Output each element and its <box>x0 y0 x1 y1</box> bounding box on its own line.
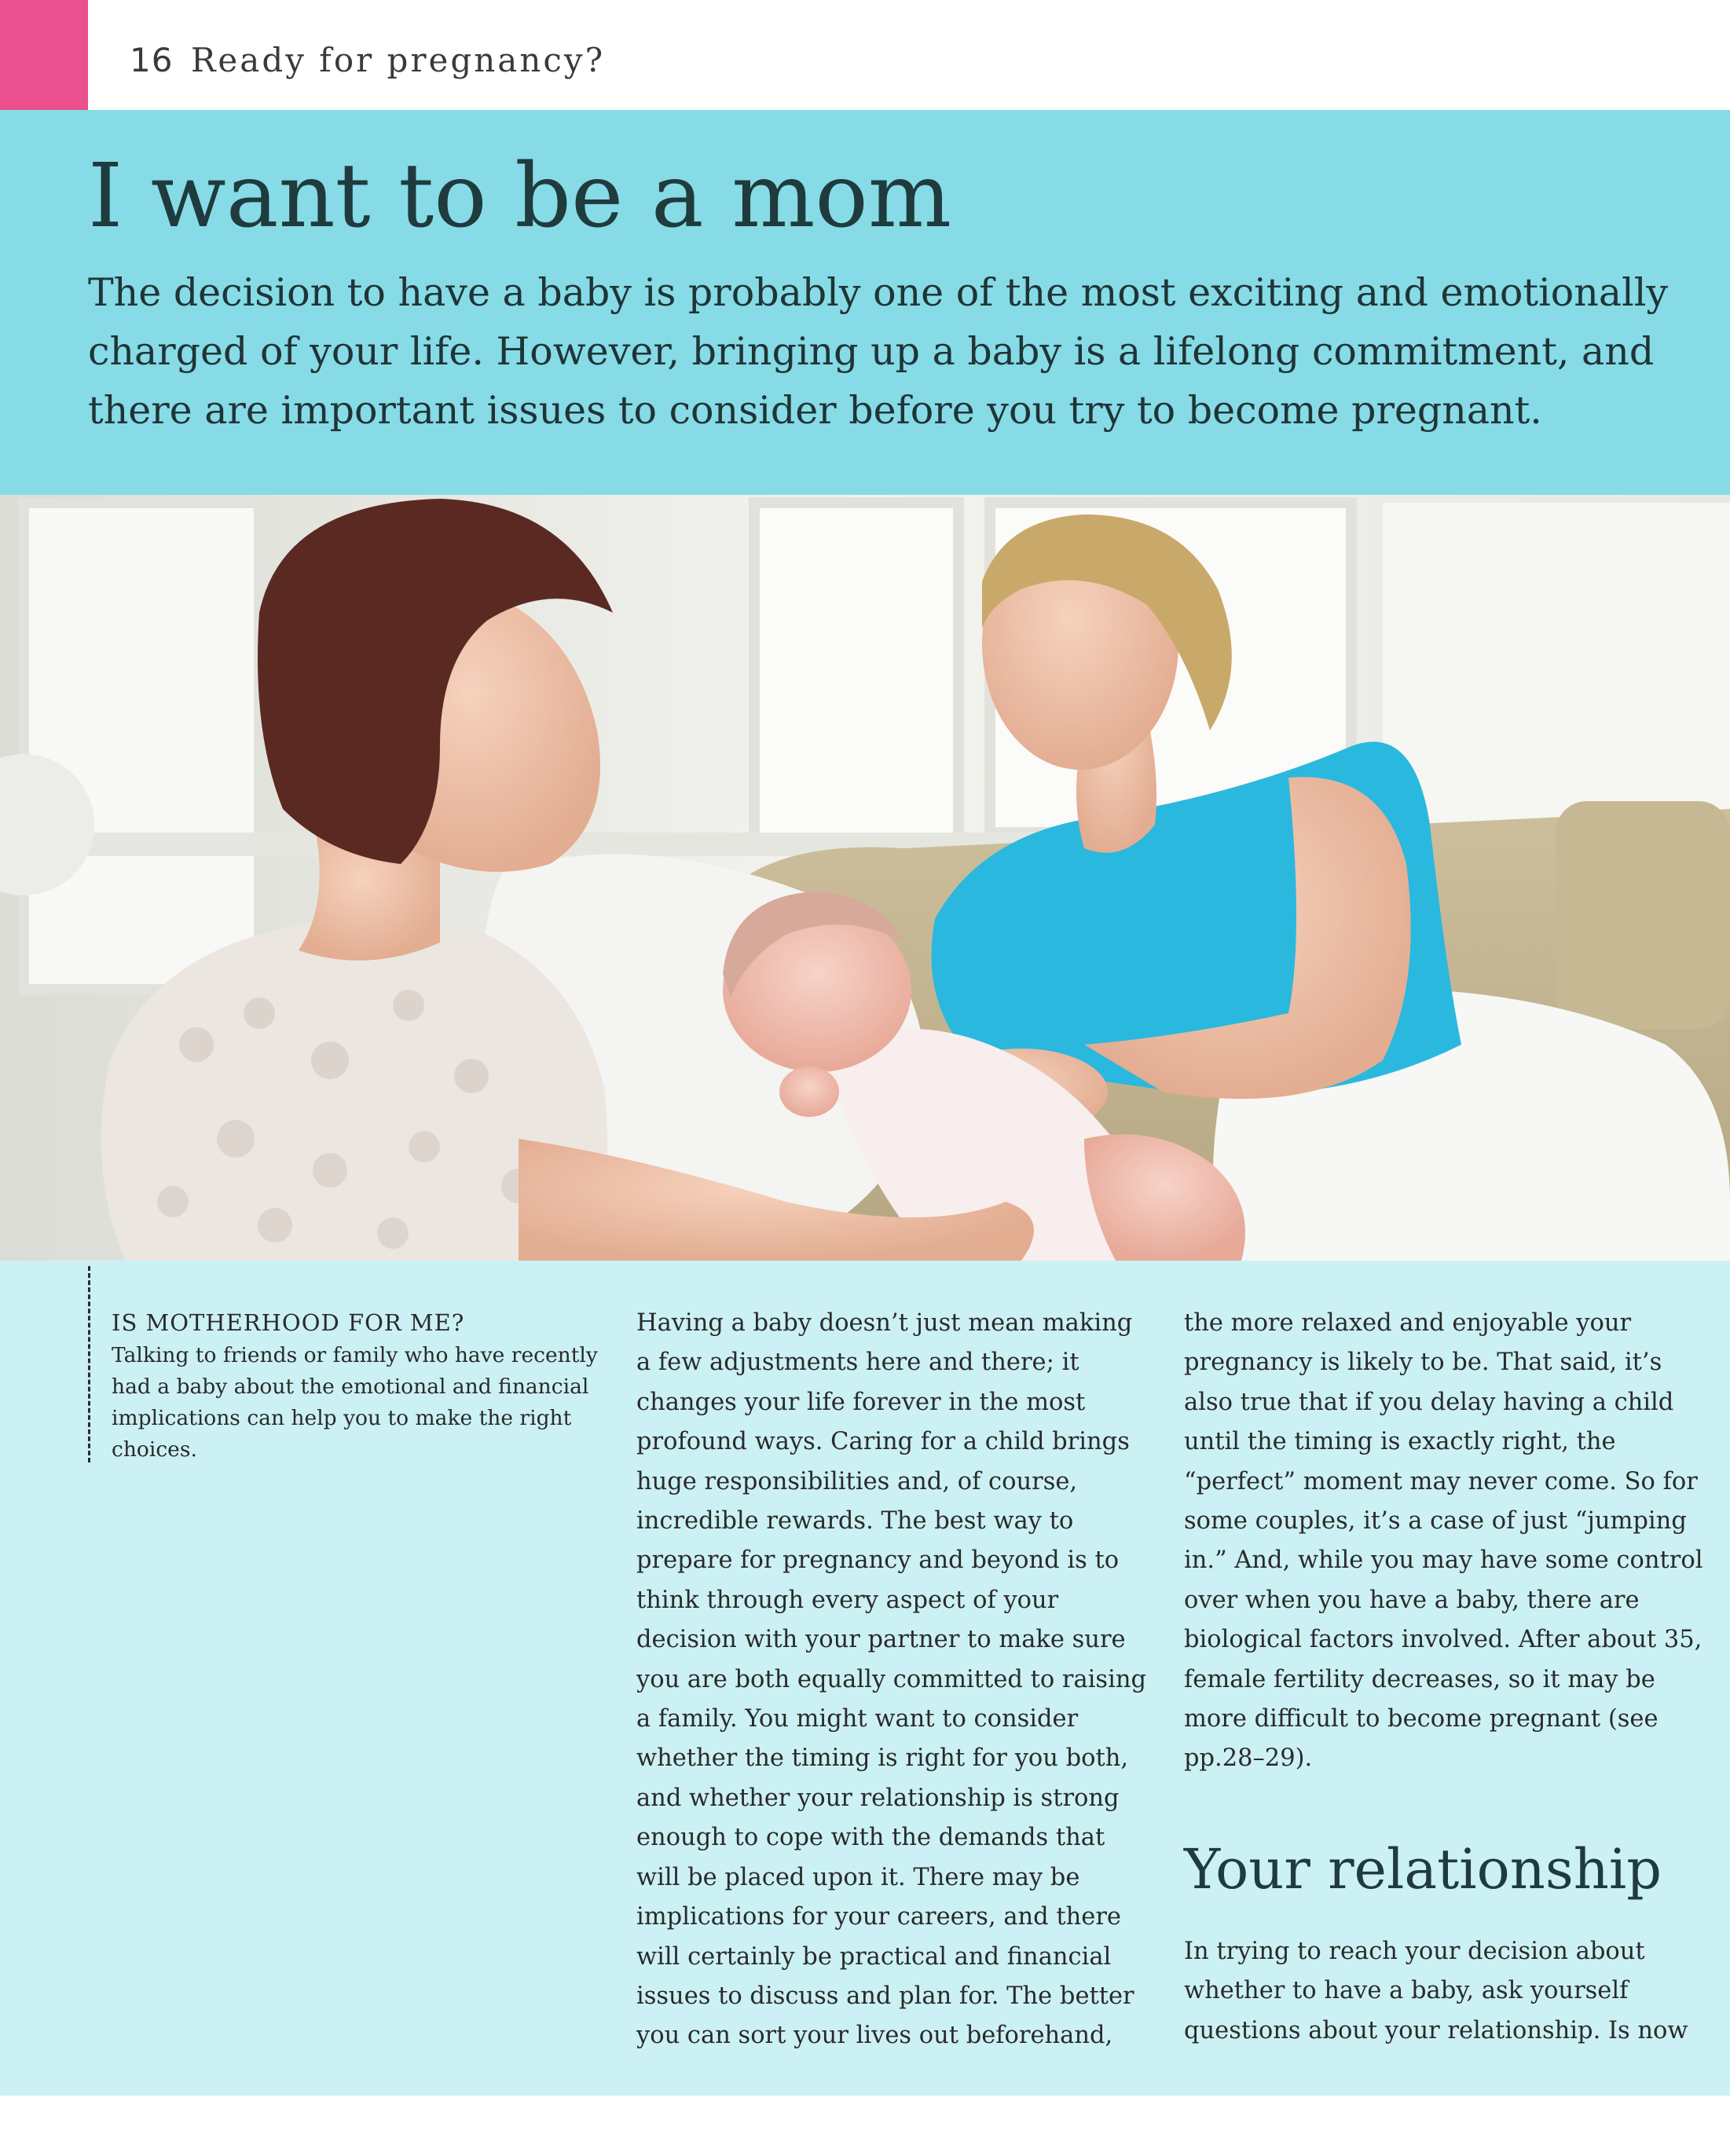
page-number: 16 <box>130 41 174 79</box>
section-color-tab <box>0 0 88 110</box>
intro-paragraph: The decision to have a baby is probably one of the most exciting and emotionally charged of your life. However, bringing up a baby is a lifelong commitment, and there are important issues to consider before you try to become pregnant. <box>88 270 1669 433</box>
body-column-1: Having a baby doesn’t just mean making a few adjustments here and there; it changes your life forever in the most profound ways. Caring for a child brings huge responsibilities and, of course, incredible rewards. The best way to prepare for pregnancy and beyond is to think through every aspect of your decision with your partner to make sure you are both equally committed to raising a family. You might want to consider whether the timing is right for you both, and whether your relationship is strong enough to cope with the demands that will be placed upon it. There may be implications for your careers, and there will certainly be practical and financial issues to discuss and plan for. The better you can sort your lives out beforehand, <box>636 1309 1146 2050</box>
running-head <box>130 41 605 79</box>
section-name: Ready for pregnancy? <box>190 41 606 79</box>
caption-text: Talking to friends or family who have recently had a baby about the emotional and financial implications can help you to make the right choices. <box>112 1343 598 1462</box>
photo-two-women-with-newborn <box>0 495 1730 1261</box>
caption-rule <box>88 1266 90 1462</box>
section-heading: Your relationship <box>1184 1837 1662 1902</box>
section-paragraph: In trying to reach your decision about whether to have a baby, ask yourself questions about your relationship. Is now <box>1184 1938 1688 2044</box>
caption-heading: IS MOTHERHOOD FOR ME? <box>112 1309 465 1336</box>
page-title: I want to be a mom <box>88 145 952 247</box>
photo-illustration-icon <box>0 495 1730 1261</box>
body-column-2: the more relaxed and enjoyable your pregnancy is likely to be. That said, it’s also true that if you delay having a child until the timing is exactly right, the “perfect” moment may never come. So for some couples, it’s a case of just “jumping in.” And, while you may have some control over when you have a baby, there are biological factors involved. After about 35, female fertility decreases, so it may be more difficult to become pregnant (see pp.28–29). <box>1184 1309 1703 1773</box>
